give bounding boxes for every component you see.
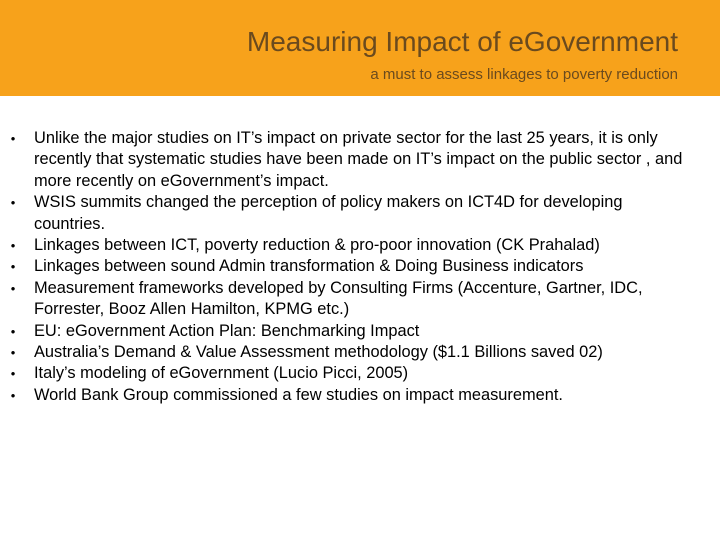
bullet-icon: • xyxy=(10,238,16,254)
bullet-icon: • xyxy=(10,280,16,296)
bullet-icon: • xyxy=(10,323,16,339)
bullet-text: EU: eGovernment Action Plan: Benchmarking Impact xyxy=(34,321,420,340)
slide-title: Measuring Impact of eGovernment xyxy=(246,26,678,57)
bullet-text: WSIS summits changed the perception of policy makers on ICT4D for developing countries. xyxy=(34,193,623,233)
bullet-item xyxy=(8,385,688,406)
bullet-icon: • xyxy=(10,131,16,146)
title-banner xyxy=(0,0,720,96)
bullet-item xyxy=(8,192,688,235)
bullet-text: Linkages between sound Admin transformation & Doing Business indicators xyxy=(34,257,584,276)
bullet-item xyxy=(8,256,688,277)
bullet-item xyxy=(8,128,688,192)
bullet-icon: • xyxy=(10,387,16,403)
bullet-item xyxy=(8,278,688,321)
bullet-icon: • xyxy=(10,345,16,361)
bullet-icon: • xyxy=(10,366,16,382)
slide-subtitle: a must to assess linkages to poverty reduction xyxy=(370,66,678,83)
bullet-text: Italy’s modeling of eGovernment (Lucio Picci, 2005) xyxy=(34,364,409,383)
bullet-item xyxy=(8,235,688,256)
bullet-text: Measurement frameworks developed by Consulting Firms (Accenture, Gartner, IDC, Forrester, Booz Allen Hamilton, KPMG etc.) xyxy=(34,278,643,319)
bullet-item xyxy=(8,342,688,363)
bullet-list xyxy=(8,128,688,406)
bullet-text: Unlike the major studies on IT’s impact on private sector for the last 25 years, it is only recently that systematic studies have been made on IT’s impact on the public sector , and more recently on eGovernment’s impact. xyxy=(34,129,683,190)
bullet-text: Australia’s Demand & Value Assessment methodology ($1.1 Billions saved 02) xyxy=(34,343,603,362)
bullet-item xyxy=(8,321,688,342)
bullet-item xyxy=(8,363,688,384)
bullet-text: Linkages between ICT, poverty reduction & pro-poor innovation (CK Prahalad) xyxy=(34,236,600,255)
bullet-icon: • xyxy=(10,195,16,211)
bullet-icon: • xyxy=(10,259,16,275)
bullet-text: World Bank Group commissioned a few studies on impact measurement. xyxy=(34,385,563,404)
